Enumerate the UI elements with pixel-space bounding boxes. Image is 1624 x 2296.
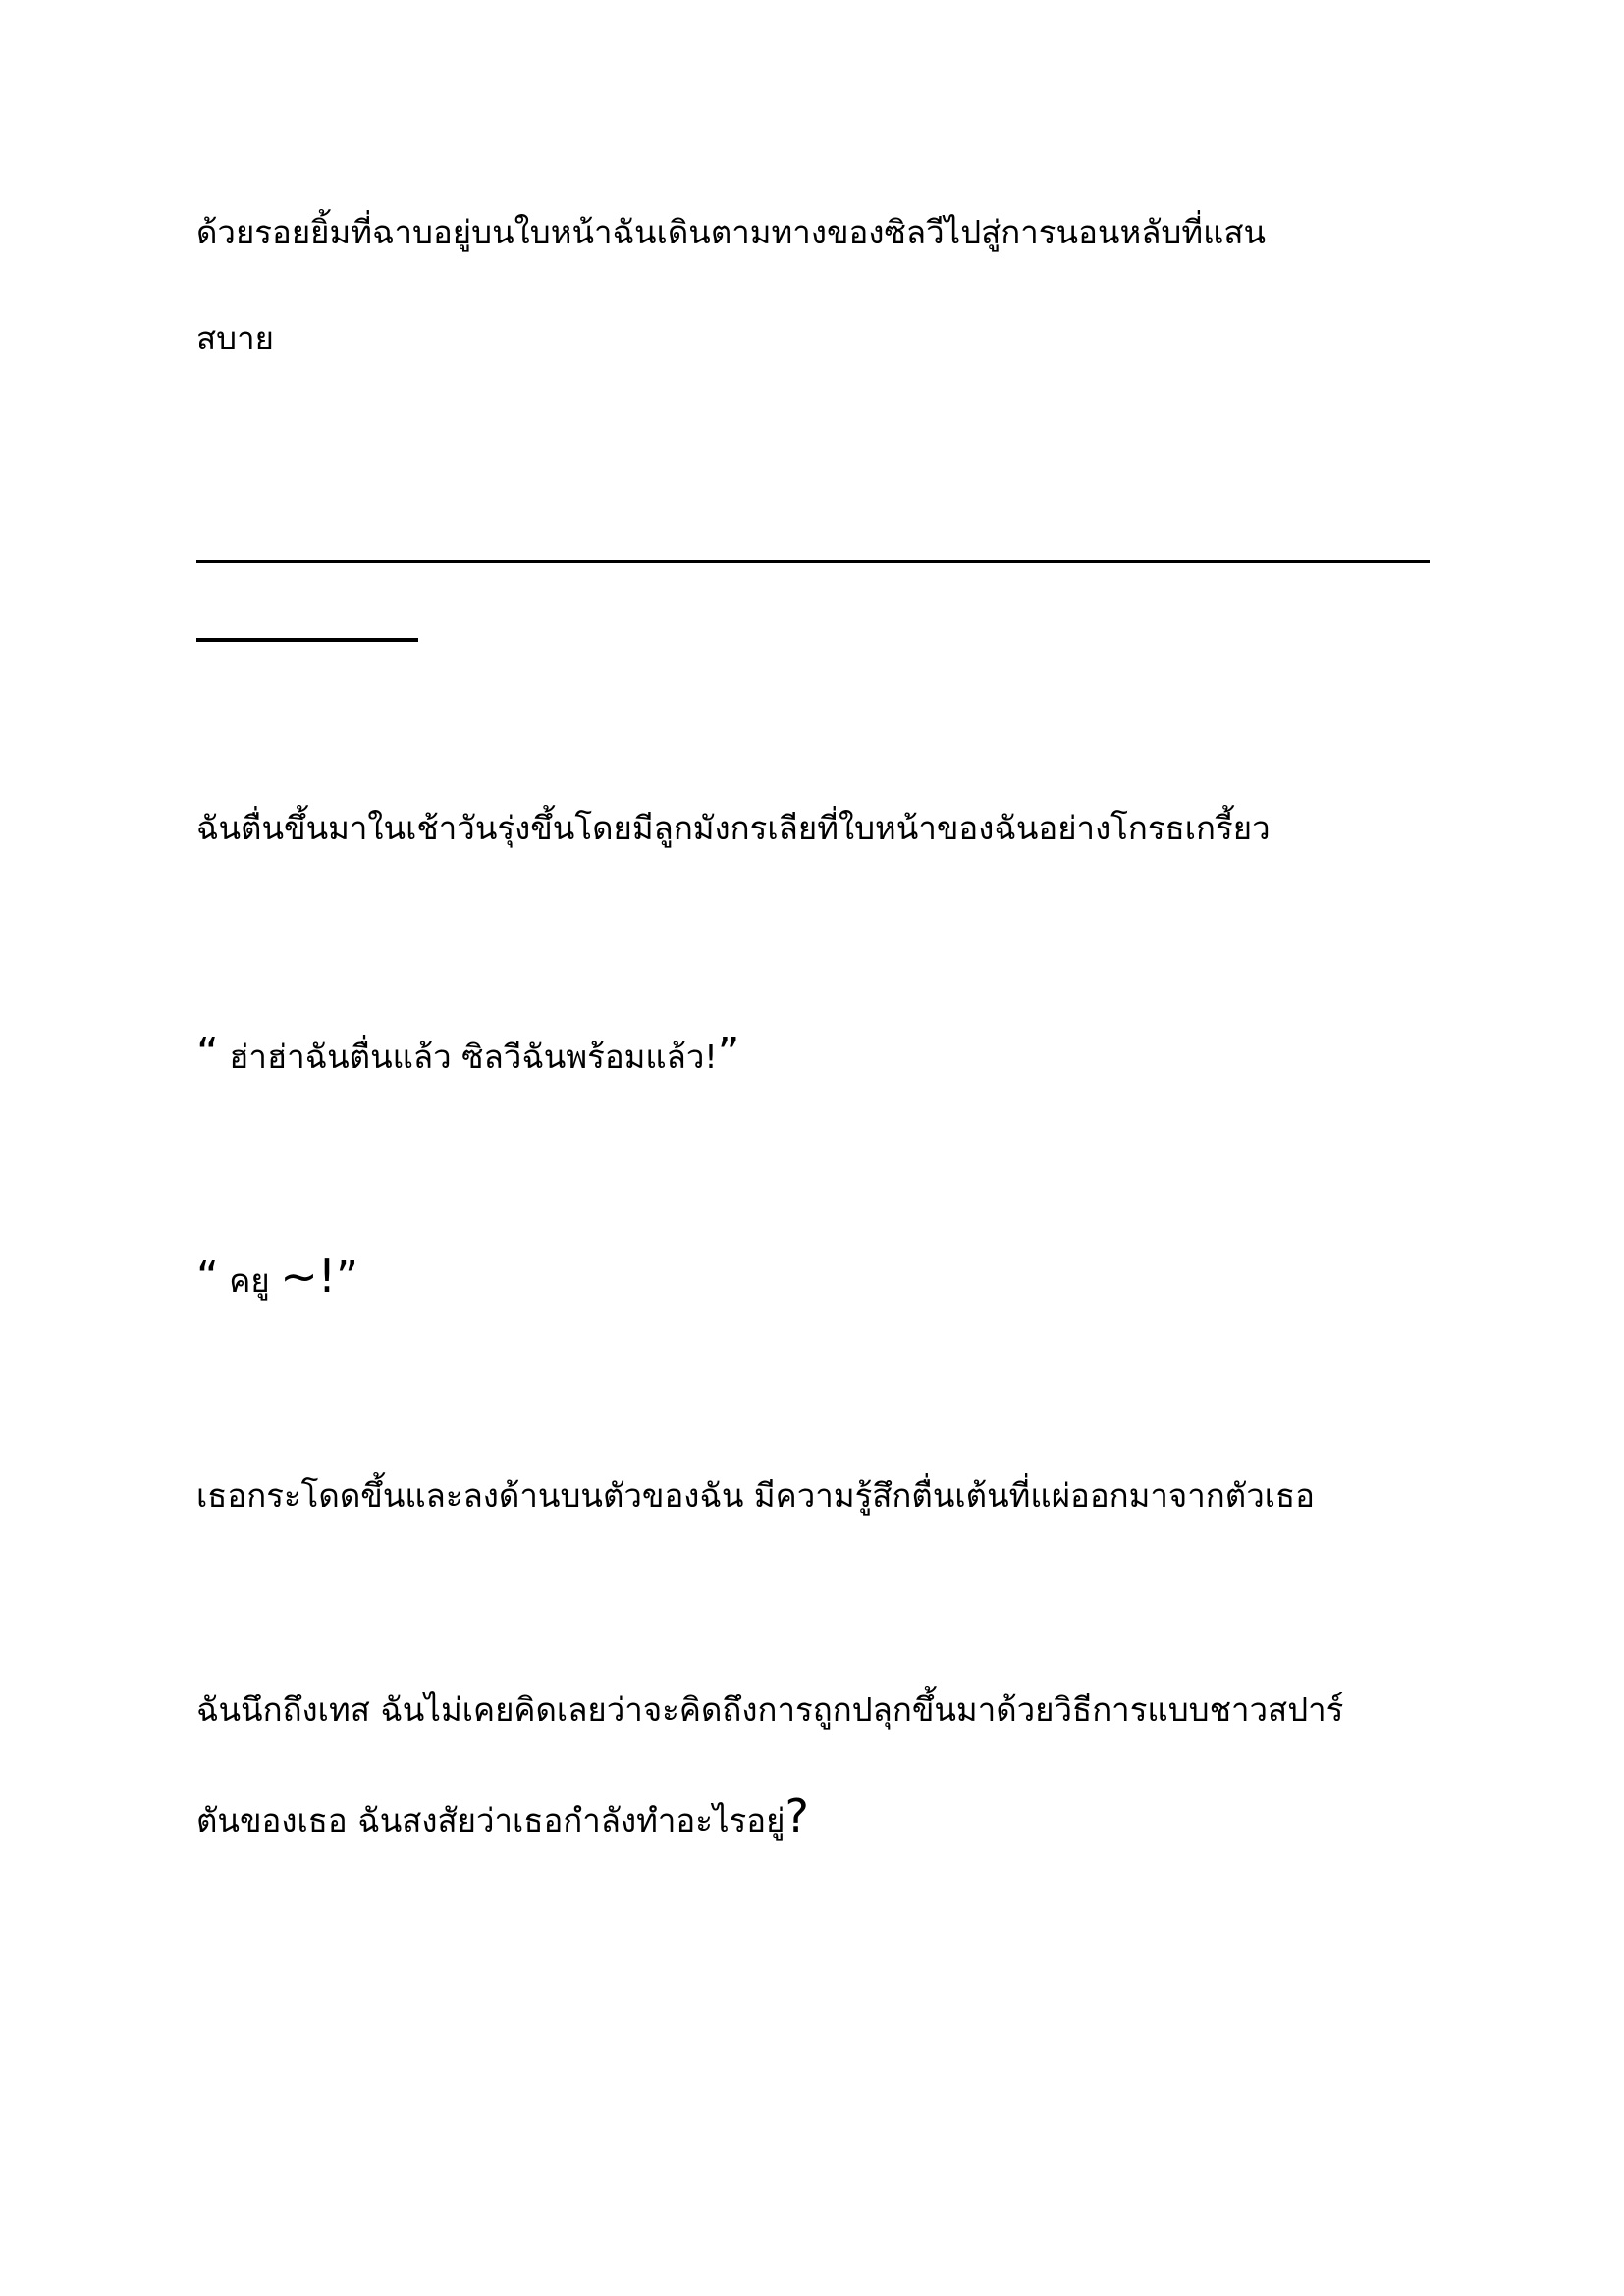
close-quote: ” — [717, 1029, 740, 1079]
dialogue-line-1 — [196, 1001, 1443, 1110]
section-divider-short — [196, 638, 418, 642]
dialogue-text: คยู — [218, 1261, 281, 1300]
paragraph-intro-line-1: ด้วยรอยยิ้มที่ฉาบอยู่บนใบหน้าฉันเดินตามทางของซิลวีไปสู่การนอนหลับที่แสน — [196, 213, 1267, 251]
dialogue-exclamation: ~! — [280, 1250, 337, 1303]
paragraph-missing-tess-line-1: ฉันนึกถึงเทส ฉันไม่เคยคิดเลยว่าจะคิดถึงการถูกปลุกขึ้นมาด้วยวิธีการแบบชาวสปาร์ — [196, 1690, 1344, 1729]
paragraph-missing-tess-line-2-text: ตันของเธอ ฉันสงสัยว่าเธอกำลังทำอะไรอยู่ — [196, 1801, 785, 1840]
section-divider-long — [196, 560, 1430, 563]
dialogue-line-2 — [196, 1223, 1443, 1334]
paragraph-intro-line-2: สบาย — [196, 319, 274, 357]
question-mark: ? — [785, 1789, 809, 1842]
paragraph-intro — [196, 180, 1443, 392]
close-quote: ” — [336, 1253, 358, 1303]
paragraph-jumping: เธอกระโดดขึ้นและลงด้านบนตัวของฉัน มีความรู้สึกตื่นเต้นที่แผ่ออกมาจากตัวเธอ — [196, 1476, 1315, 1515]
paragraph-missing-tess — [196, 1657, 1443, 1874]
open-quote: “ — [196, 1029, 219, 1079]
paragraph-waking: ฉันตื่นขึ้นมาในเช้าวันรุ่งขึ้นโดยมีลูกมังกรเลียที่ใบหน้าของฉันอย่างโกรธเกรี้ยว — [196, 809, 1271, 847]
paragraph-missing-tess-line-2 — [196, 1763, 1443, 1874]
dialogue-text: ฮ่าฮ่าฉันตื่นแล้ว ซิลวีฉันพร้อมแล้ว! — [218, 1038, 718, 1076]
open-quote: “ — [196, 1253, 219, 1303]
